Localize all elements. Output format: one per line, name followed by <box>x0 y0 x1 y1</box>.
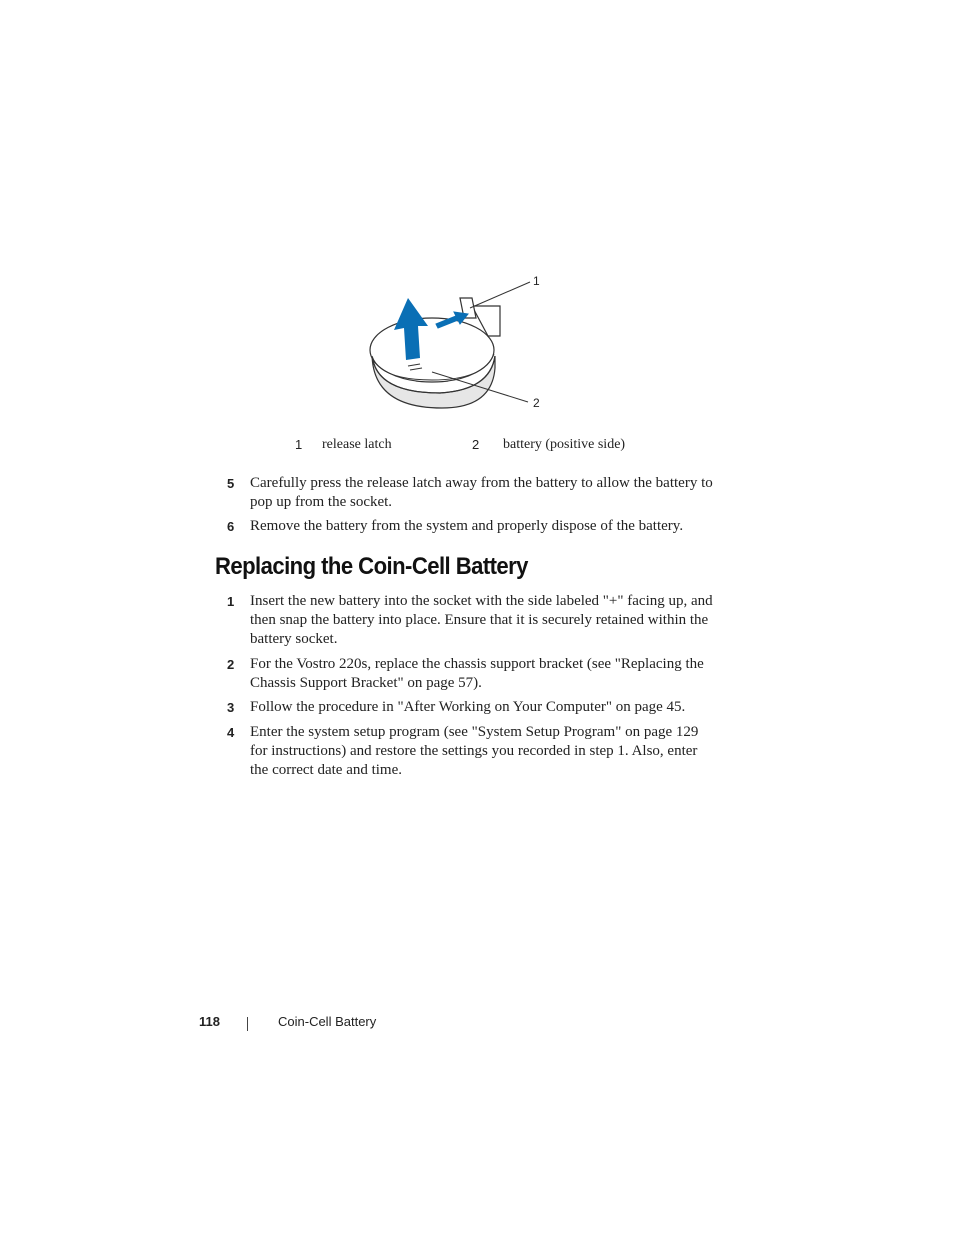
legend-text-1: release latch <box>322 437 392 452</box>
battery-illustration <box>360 268 560 418</box>
footer-divider <box>247 1017 248 1031</box>
replace-step-1 <box>227 592 717 649</box>
step-text: Follow the procedure in "After Working on Your Computer" on page 45. <box>250 699 686 715</box>
replace-step-2 <box>227 655 717 693</box>
step-number: 2 <box>227 657 235 672</box>
page-number: 118 <box>199 1014 220 1029</box>
footer-section-title: Coin-Cell Battery <box>278 1014 377 1029</box>
callout-2: 2 <box>533 396 540 410</box>
step-5 <box>227 474 717 512</box>
step-number: 3 <box>227 700 235 715</box>
step-number: 1 <box>227 594 235 609</box>
step-number: 5 <box>227 476 235 491</box>
replace-step-3 <box>227 698 717 717</box>
step-text: Carefully press the release latch away from the battery to allow the battery to pop up from the socket. <box>250 475 713 510</box>
callout-1: 1 <box>533 274 540 288</box>
legend-text-2: battery (positive side) <box>503 437 626 452</box>
step-text: Remove the battery from the system and properly dispose of the battery. <box>250 518 684 534</box>
step-6 <box>227 517 717 536</box>
step-number: 4 <box>227 725 235 740</box>
step-text: Enter the system setup program (see "System Setup Program" on page 129 for instructions) and restore the settings you recorded in step 1. Also, enter the correct date and time. <box>250 724 699 778</box>
replace-step-4 <box>227 723 717 780</box>
step-number: 6 <box>227 519 235 534</box>
coin-cell-battery-icon <box>360 268 560 418</box>
section-heading: Replacing the Coin-Cell Battery <box>215 553 528 580</box>
legend-num-1: 1 <box>295 437 303 452</box>
step-text: Insert the new battery into the socket with the side labeled "+" facing up, and then snap the battery into place. Ensure that it is securely retained within the battery socket. <box>250 593 713 647</box>
figure-legend <box>0 437 954 457</box>
legend-num-2: 2 <box>472 437 480 452</box>
step-text: For the Vostro 220s, replace the chassis support bracket (see "Replacing the Chassis Support Bracket" on page 57). <box>250 656 704 691</box>
